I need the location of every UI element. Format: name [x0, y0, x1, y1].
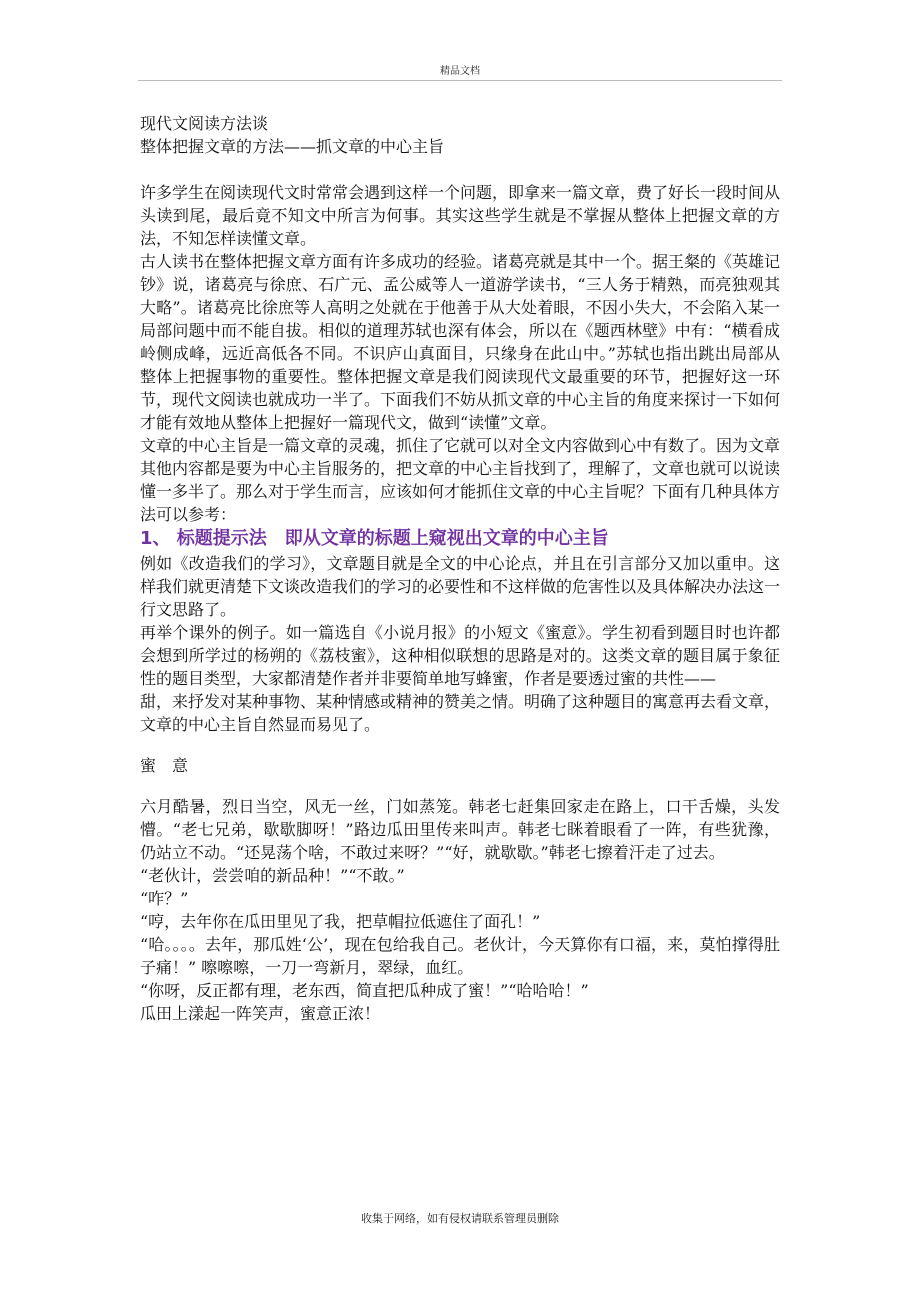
story-paragraph: “老伙计，尝尝咱的新品种！”“不敢。”	[140, 866, 405, 885]
intro-paragraph: 许多学生在阅读现代文时常常会遇到这样一个问题，即拿来一篇文章，费了好长一段时间从头读到尾，最后竟不知文中所言为何事。其实这些学生就是不掌握从整体上把握文章的方法，不知怎样读懂文章。	[140, 183, 781, 248]
example-paragraph: 例如《改造我们的学习》，文章题目就是全文的中心论点，并且在引言部分又加以重申。这样我们就更清楚下文谈改造我们的学习的必要性和不这样做的危害性以及具体解决办法这一行文思路了。	[140, 554, 781, 619]
page-header: 精品文档	[440, 66, 480, 77]
story-paragraph: 六月酷暑，烈日当空，风无一丝，门如蒸笼。韩老七赶集回家走在路上，口干舌燥，头发懵。“老七兄弟，歇歇脚呀！”路边瓜田里传来叫声。韩老七眯着眼看了一阵，有些犹豫，仍站立不动。“还晃荡个啥，不敢过来呀？”“好，就歇歇。”韩老七擦着汗走了过去。	[140, 797, 780, 862]
document-body	[140, 112, 780, 1025]
example-paragraph: 甜，来抒发对某种事物、某种情感或精神的赞美之情。明确了这种题目的寓意再去看文章，文章的中心主旨自然显而易见了。	[140, 692, 781, 734]
page-footer: 收集于网络，如有侵权请联系管理员删除	[361, 1212, 559, 1225]
intro-paragraph: 文章的中心主旨是一篇文章的灵魂，抓住了它就可以对全文内容做到心中有数了。因为文章其他内容都是要为中心主旨服务的，把文章的中心主旨找到了，理解了，文章也就可以说读懂一多半了。那么对于学生而言，应该如何才能抓住文章的中心主旨呢？下面有几种具体方法可以参考：	[140, 436, 781, 524]
header-divider	[138, 80, 782, 81]
document-title: 现代文阅读方法谈	[140, 114, 269, 133]
story-paragraph: 瓜田上漾起一阵笑声，蜜意正浓！	[140, 1004, 381, 1023]
story-paragraph: “咋？”	[140, 889, 189, 908]
story-paragraph: “哈。。。。去年，那瓜姓‘公’，现在包给我自己。老伙计，今天算你有口福，来，莫怕撑得肚子痛！” 嚓嚓嚓，一刀一弯新月，翠绿，血红。	[140, 935, 780, 977]
story-paragraph: “你呀，反正都有理，老东西，简直把瓜种成了蜜！”“哈哈哈！”	[140, 981, 589, 1000]
example-paragraph: 再举个课外的例子。如一篇选自《小说月报》的小短文《蜜意》。学生初看到题目时也许都会想到所学过的杨朔的《荔枝蜜》，这种相似联想的思路是对的。这类文章的题目属于象征性的题目类型，大家都清楚作者并非要简单地写蜂蜜，作者是要透过蜜的共性——	[140, 623, 780, 688]
story-title: 蜜 意	[140, 756, 189, 775]
story-paragraph: “哼，去年你在瓜田里见了我，把草帽拉低遮住了面孔！”	[140, 912, 541, 931]
section-heading: 1、 标题提示法 即从文章的标题上窥视出文章的中心主旨	[140, 528, 609, 549]
document-subtitle: 整体把握文章的方法——抓文章的中心主旨	[140, 137, 445, 156]
intro-paragraph: 古人读书在整体把握文章方面有许多成功的经验。诸葛亮就是其中一个。据王粲的《英雄记钞》说，诸葛亮与徐庶、石广元、孟公威等人一道游学读书，“三人务于精熟，而亮独观其大略”。诸葛亮比徐庶等人高明之处就在于他善于从大处着眼，不因小失大，不会陷入某一局部问题中而不能自拔。相似的道理苏轼也深有体会，所以在《题西林壁》中有：“横看成岭侧成峰，远近高低各不同。不识庐山真面目，只缘身在此山中。”苏轼也指出跳出局部从整体上把握事物的重要性。整体把握文章是我们阅读现代文最重要的环节，把握好这一环节，现代文阅读也就成功一半了。下面我们不妨从抓文章的中心主旨的角度来探讨一下如何才能有效地从整体上把握好一篇现代文，做到“读懂”文章。	[140, 252, 781, 432]
